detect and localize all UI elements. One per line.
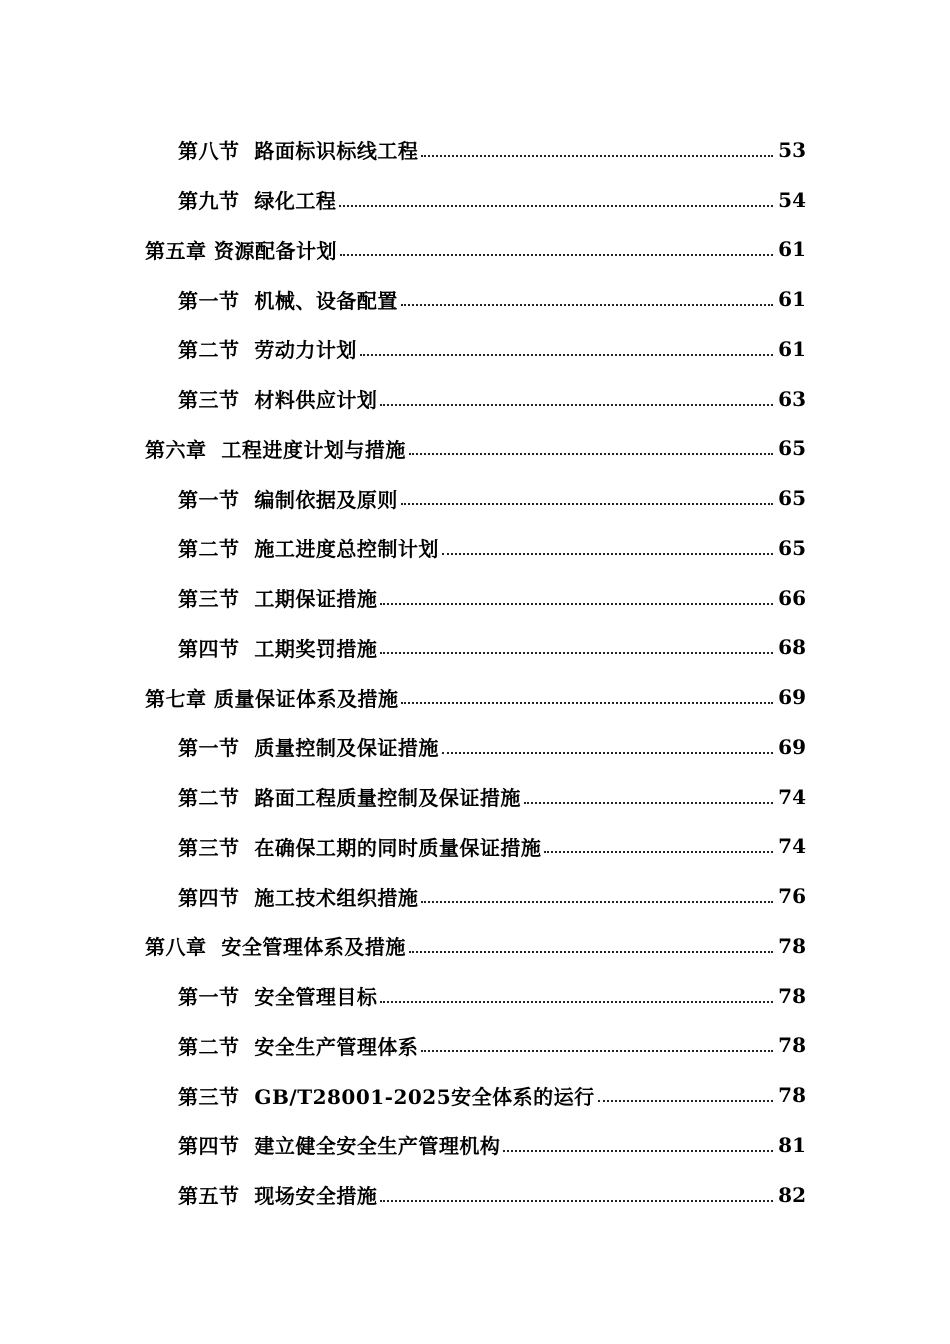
toc-section-entry[interactable] (0, 1070, 950, 1120)
toc-page-number: 65 (778, 535, 806, 560)
toc-entry-title: 第二节 劳动力计划 (178, 338, 357, 363)
dot-leader (544, 851, 773, 853)
dot-leader (380, 1001, 773, 1003)
dot-leader (401, 503, 773, 505)
toc-entry-title: 第四节 建立健全安全生产管理机构 (178, 1134, 501, 1159)
dot-leader (421, 155, 773, 157)
dot-leader (442, 752, 773, 754)
toc-entry-title: 第八节 路面标识标线工程 (178, 139, 419, 164)
dot-leader (524, 802, 773, 804)
toc-section-entry[interactable] (0, 324, 950, 374)
toc-section-entry[interactable] (0, 1170, 950, 1220)
toc-section-entry[interactable] (0, 822, 950, 872)
toc-entry-title: 第三节 工期保证措施 (178, 587, 378, 612)
toc-page-number: 76 (778, 884, 806, 909)
toc-section-entry[interactable] (0, 971, 950, 1021)
toc-page-number: 61 (778, 237, 806, 262)
toc-page-number: 82 (778, 1182, 806, 1207)
toc-page-number: 63 (778, 386, 806, 411)
toc-section-entry[interactable] (0, 274, 950, 324)
toc-page-number: 65 (778, 486, 806, 511)
toc-chapter-entry[interactable] (0, 672, 950, 722)
toc-entry-title: 第二节 路面工程质量控制及保证措施 (178, 786, 521, 811)
dot-leader (339, 205, 773, 207)
toc-entry-title: 第一节 机械、设备配置 (178, 288, 398, 313)
toc-page-number: 78 (778, 1033, 806, 1058)
toc-entry-title: 第二节 安全生产管理体系 (178, 1034, 419, 1059)
dot-leader (360, 354, 773, 356)
dot-leader (409, 453, 773, 455)
toc-entry-title: 第三节 GB/T28001-2025安全体系的运行 (178, 1084, 595, 1109)
dot-leader (598, 1100, 773, 1102)
toc-section-entry[interactable] (0, 722, 950, 772)
dot-leader (380, 652, 773, 654)
toc-page-number: 61 (778, 336, 806, 361)
toc-entry-title: 第九节 绿化工程 (178, 189, 337, 214)
toc-page-number: 69 (778, 734, 806, 759)
toc-entry-title: 第七章 质量保证体系及措施 (145, 686, 399, 711)
toc-section-entry[interactable] (0, 523, 950, 573)
toc-entry-title: 第一节 安全管理目标 (178, 985, 378, 1010)
toc-section-entry[interactable] (0, 772, 950, 822)
toc-entry-title: 第一节 编制依据及原则 (178, 487, 398, 512)
toc-entry-title: 第一节 质量控制及保证措施 (178, 736, 439, 761)
table-of-contents (0, 125, 950, 1220)
toc-page-number: 74 (778, 834, 806, 859)
toc-page-number: 78 (778, 983, 806, 1008)
dot-leader (380, 1200, 773, 1202)
toc-entry-title: 第二节 施工进度总控制计划 (178, 537, 439, 562)
dot-leader (503, 1150, 773, 1152)
toc-entry-title: 第五节 现场安全措施 (178, 1184, 378, 1209)
toc-section-entry[interactable] (0, 623, 950, 673)
dot-leader (380, 603, 773, 605)
toc-section-entry[interactable] (0, 573, 950, 623)
dot-leader (340, 254, 773, 256)
toc-entry-title: 第四节 工期奖罚措施 (178, 636, 378, 661)
toc-chapter-entry[interactable] (0, 424, 950, 474)
dot-leader (380, 404, 773, 406)
toc-section-entry[interactable] (0, 125, 950, 175)
toc-page-number: 54 (778, 187, 806, 212)
toc-page-number: 61 (778, 287, 806, 312)
toc-page-number: 53 (778, 137, 806, 162)
toc-chapter-entry[interactable] (0, 225, 950, 275)
toc-page-number: 78 (778, 933, 806, 958)
toc-section-entry[interactable] (0, 1021, 950, 1071)
toc-section-entry[interactable] (0, 871, 950, 921)
toc-entry-title: 第六章 工程进度计划与措施 (145, 437, 406, 462)
toc-entry-title: 第五章 资源配备计划 (145, 238, 337, 263)
toc-section-entry[interactable] (0, 175, 950, 225)
toc-page-number: 66 (778, 585, 806, 610)
toc-entry-title: 第三节 材料供应计划 (178, 388, 378, 413)
dot-leader (401, 702, 773, 704)
toc-page-number: 68 (778, 635, 806, 660)
toc-chapter-entry[interactable] (0, 921, 950, 971)
dot-leader (421, 1050, 773, 1052)
dot-leader (409, 951, 773, 953)
toc-page-number: 74 (778, 784, 806, 809)
toc-page-number: 65 (778, 436, 806, 461)
dot-leader (442, 553, 773, 555)
dot-leader (421, 901, 773, 903)
toc-page-number: 78 (778, 1083, 806, 1108)
toc-entry-title: 第八章 安全管理体系及措施 (145, 935, 406, 960)
toc-section-entry[interactable] (0, 374, 950, 424)
dot-leader (401, 304, 773, 306)
toc-section-entry[interactable] (0, 473, 950, 523)
toc-section-entry[interactable] (0, 1120, 950, 1170)
toc-entry-title: 第四节 施工技术组织措施 (178, 885, 419, 910)
toc-entry-title: 第三节 在确保工期的同时质量保证措施 (178, 835, 542, 860)
toc-page-number: 81 (778, 1132, 806, 1157)
toc-page-number: 69 (778, 685, 806, 710)
